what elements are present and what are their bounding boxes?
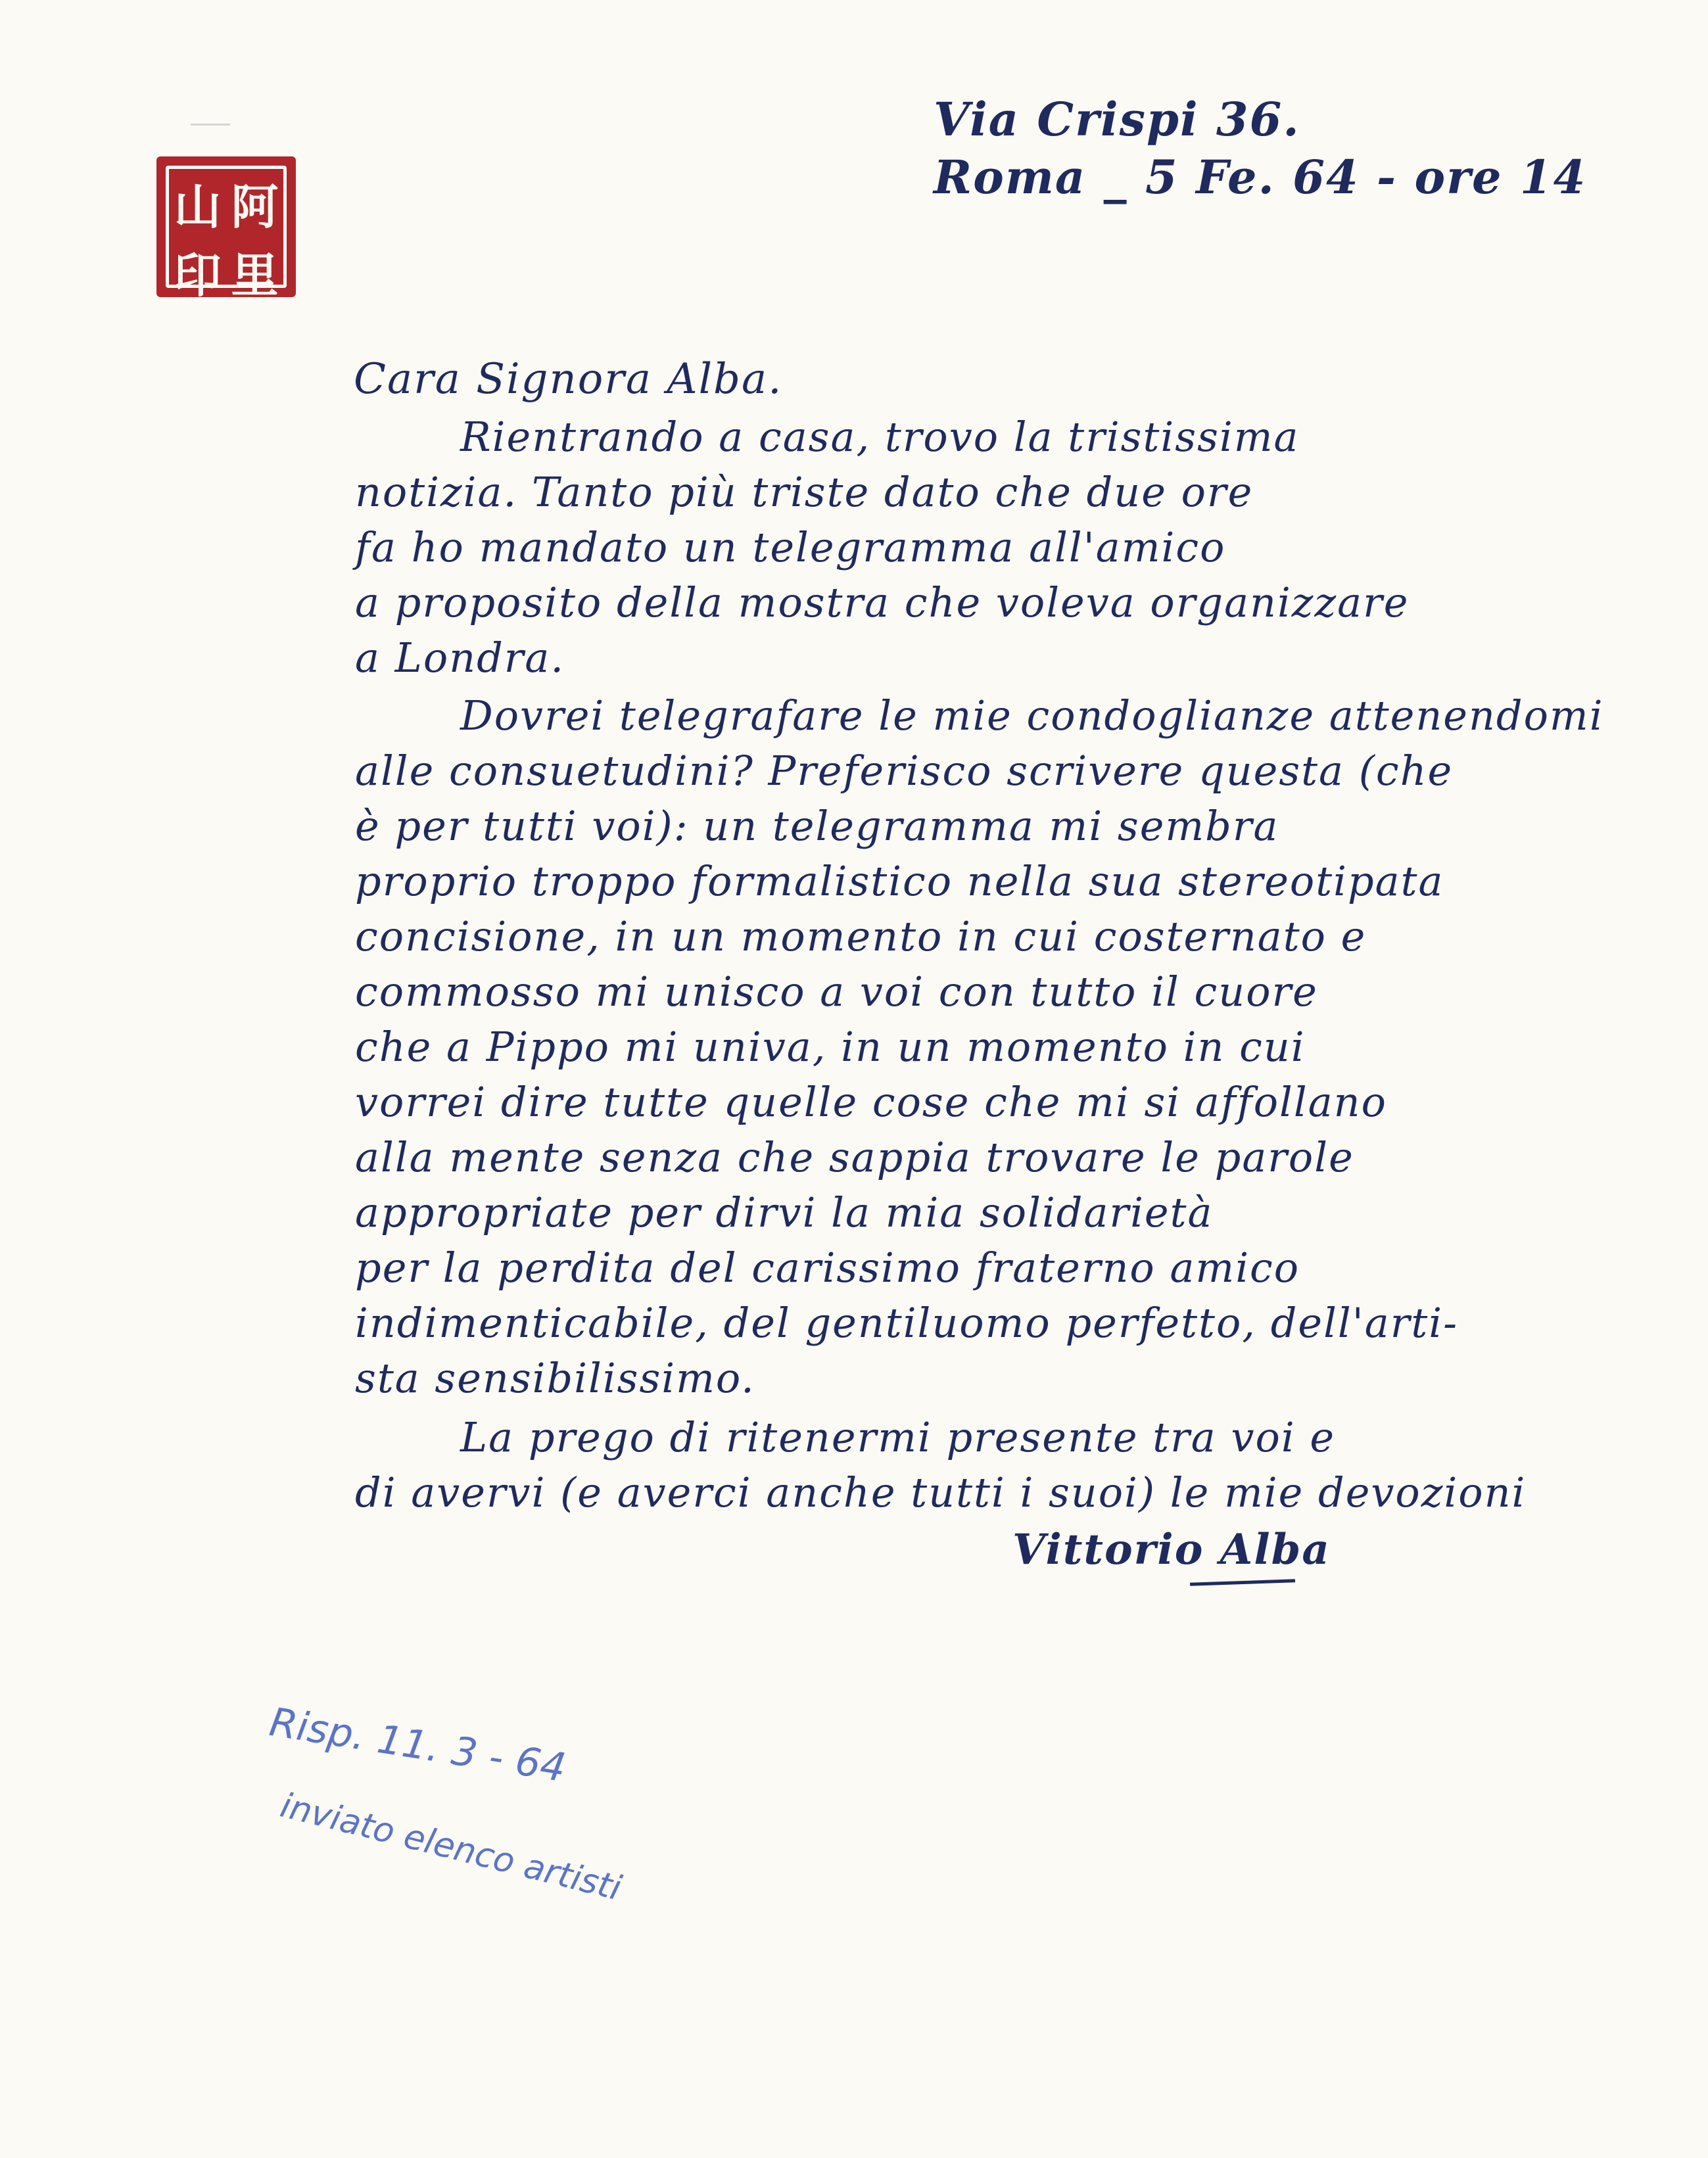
letter-line: è per tutti voi): un telegramma mi sembra (355, 802, 1279, 850)
letter-line: notizia. Tanto più triste dato che due ore (355, 468, 1254, 516)
letter-line: sta sensibilissimo. (355, 1354, 755, 1402)
letter-line: per la perdita del carissimo fraterno amico (355, 1244, 1300, 1292)
paper-mark (191, 124, 230, 126)
seal-character: 里 (231, 248, 279, 303)
letter-line: indimenticabile, del gentiluomo perfetto, dell'arti- (355, 1299, 1459, 1347)
letter-line: a Londra. (355, 634, 565, 682)
signature: Vittorio Alba (1012, 1525, 1331, 1574)
letter-line: proprio troppo formalistico nella sua stereotipata (355, 857, 1444, 905)
letter-line: a proposito della mostra che voleva organizzare (355, 578, 1410, 626)
seal-character: 山 (174, 179, 222, 235)
letter-line: Rientrando a casa, trovo la tristissima (460, 413, 1300, 461)
salutation: Cara Signora Alba. (354, 355, 783, 404)
letter-line: commosso mi unisco a voi con tutto il cuore (355, 968, 1318, 1016)
reply-annotation-note: inviato elenco artisti (276, 1785, 625, 1909)
letter-line: alla mente senza che sappia trovare le parole (355, 1133, 1354, 1181)
seal-character: 阿 (231, 179, 279, 235)
letter-line: vorrei dire tutte quelle cose che mi si affollano (355, 1078, 1387, 1126)
seal-character: 印 (174, 248, 222, 303)
letter-line: concisione, in un momento in cui costernato e (355, 912, 1367, 960)
letter-line: appropriate per dirvi la mia solidarietà (355, 1188, 1214, 1236)
letter-line: La prego di ritenermi presente tra voi e (460, 1413, 1336, 1461)
letter-line: alle consuetudini? Preferisco scrivere questa (che (355, 747, 1454, 795)
letter-line: di avervi (e averci anche tutti i suoi) le mie devozioni (355, 1468, 1527, 1516)
address-line-1: Via Crispi 36. (934, 92, 1300, 147)
letter-line: Dovrei telegrafare le mie condoglianze attenendomi (460, 692, 1604, 739)
seal-frame (166, 166, 287, 303)
address-date-line: Roma _ 5 Fe. 64 - ore 14 (934, 150, 1587, 204)
signature-underline (1190, 1579, 1295, 1586)
reply-annotation: Risp. 11. 3 - 64 (266, 1699, 569, 1792)
letter-line: che a Pippo mi univa, in un momento in cui (355, 1023, 1306, 1071)
letter-line: fa ho mandato un telegramma all'amico (355, 523, 1226, 571)
red-seal-stamp (156, 156, 296, 303)
